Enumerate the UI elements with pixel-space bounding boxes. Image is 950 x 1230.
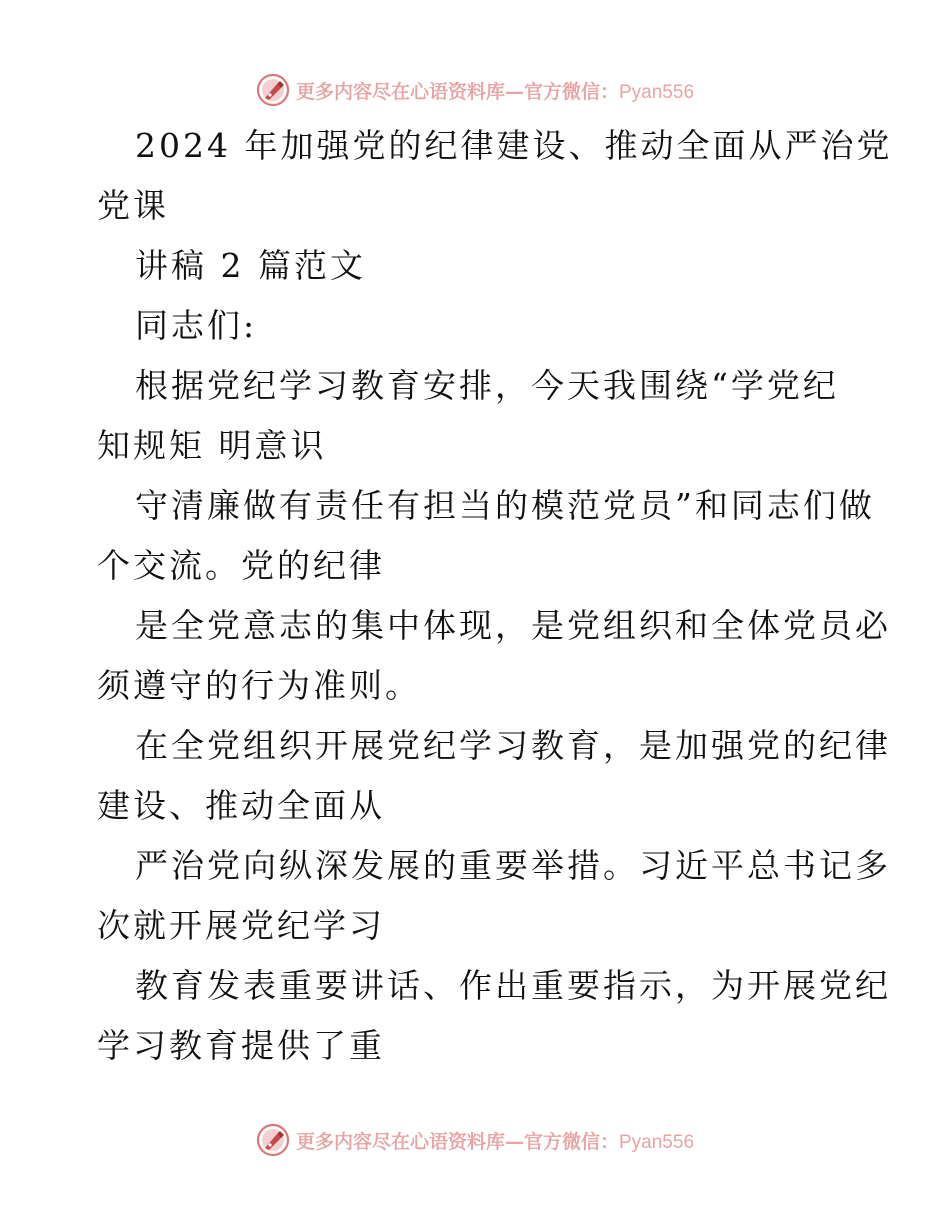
pen-nib-logo-icon — [256, 73, 290, 107]
text-line: 党课 — [97, 186, 169, 225]
text-line: 建设、推动全面从 — [97, 786, 385, 825]
text-line: 根据党纪学习教育安排，今天我围绕“学党纪 — [135, 366, 839, 405]
text-line: 讲稿 2 篇范文 — [135, 246, 366, 285]
text-line: 学习教育提供了重 — [97, 1026, 385, 1065]
text-line: 须遵守的行为准则。 — [97, 666, 421, 705]
watermark-handle: Pyan556 — [619, 81, 695, 103]
text-line: 2024 年加强党的纪律建设、推动全面从严治党 — [135, 126, 893, 165]
text-line: 是全党意志的集中体现，是党组织和全体党员必 — [135, 606, 891, 645]
footer-watermark — [0, 1120, 950, 1160]
watermark-label: 更多内容尽在心语资料库—官方微信： — [295, 1130, 619, 1153]
watermark-text — [296, 1127, 694, 1154]
header-watermark — [0, 70, 950, 110]
text-line: 个交流。党的纪律 — [97, 546, 385, 585]
text-line: 严治党向纵深发展的重要举措。习近平总书记多 — [135, 846, 891, 885]
watermark-text — [296, 77, 694, 104]
text-line: 在全党组织开展党纪学习教育，是加强党的纪律 — [135, 726, 891, 765]
document-body — [97, 118, 893, 1078]
text-line: 守清廉做有责任有担当的模范党员”和同志们做 — [135, 486, 875, 525]
text-line: 次就开展党纪学习 — [97, 906, 385, 945]
watermark-handle: Pyan556 — [619, 1131, 695, 1153]
text-line: 同志们: — [135, 306, 258, 345]
pen-nib-logo-icon — [256, 1123, 290, 1157]
watermark-label: 更多内容尽在心语资料库—官方微信： — [295, 80, 619, 103]
text-line: 教育发表重要讲话、作出重要指示，为开展党纪 — [135, 966, 891, 1005]
text-line: 知规矩 明意识 — [97, 426, 327, 465]
